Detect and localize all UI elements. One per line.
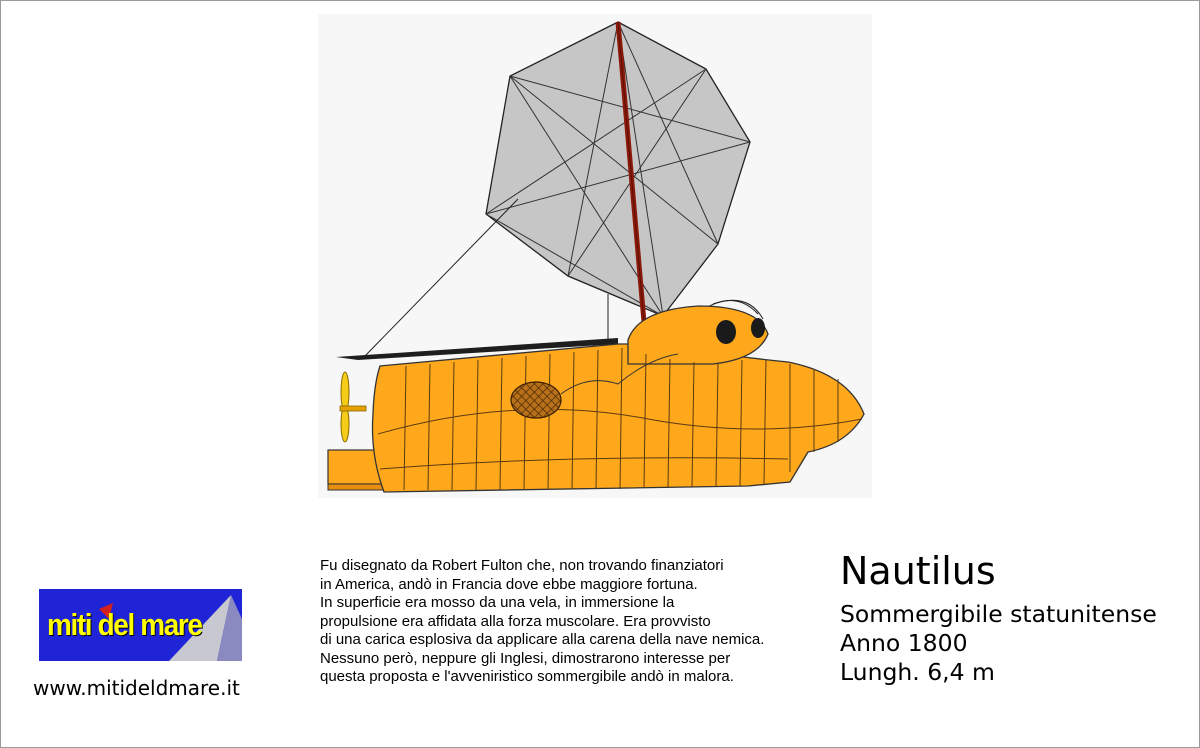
boat-length: Lungh. 6,4 m [840, 658, 995, 686]
description-line: questa proposta e l'avveniristico sommergibile andò in malora. [320, 668, 734, 685]
boat-name: Nautilus [840, 549, 996, 593]
boat-details [840, 600, 1157, 687]
description-line: Fu disegnato da Robert Fulton che, non trovando finanziatori [320, 557, 724, 574]
description-line: In superficie era mosso da una vela, in immersione la [320, 594, 675, 611]
description-line: Nessuno però, neppure gli Inglesi, dimostrarono interesse per [320, 649, 731, 667]
porthole-1 [716, 320, 736, 344]
nautilus-submarine-illustration [318, 14, 872, 498]
boat-year: Anno 1800 [840, 629, 968, 657]
net-hatch [511, 382, 561, 418]
description-text [320, 557, 830, 687]
description-line: propulsione era affidata alla forza muscolare. Era provvisto [320, 612, 711, 630]
description-line: in America, andò in Francia dove ebbe maggiore fortuna. [320, 575, 698, 593]
logo-text: miti del mare [47, 607, 202, 642]
boat-type: Sommergibile statunitense [840, 600, 1157, 628]
description-line: di una carica esplosiva da applicare alla carena della nave nemica. [320, 631, 765, 648]
site-url[interactable]: www.mitideldmare.it [33, 676, 240, 700]
porthole-2 [751, 318, 765, 338]
logo[interactable] [39, 589, 242, 661]
